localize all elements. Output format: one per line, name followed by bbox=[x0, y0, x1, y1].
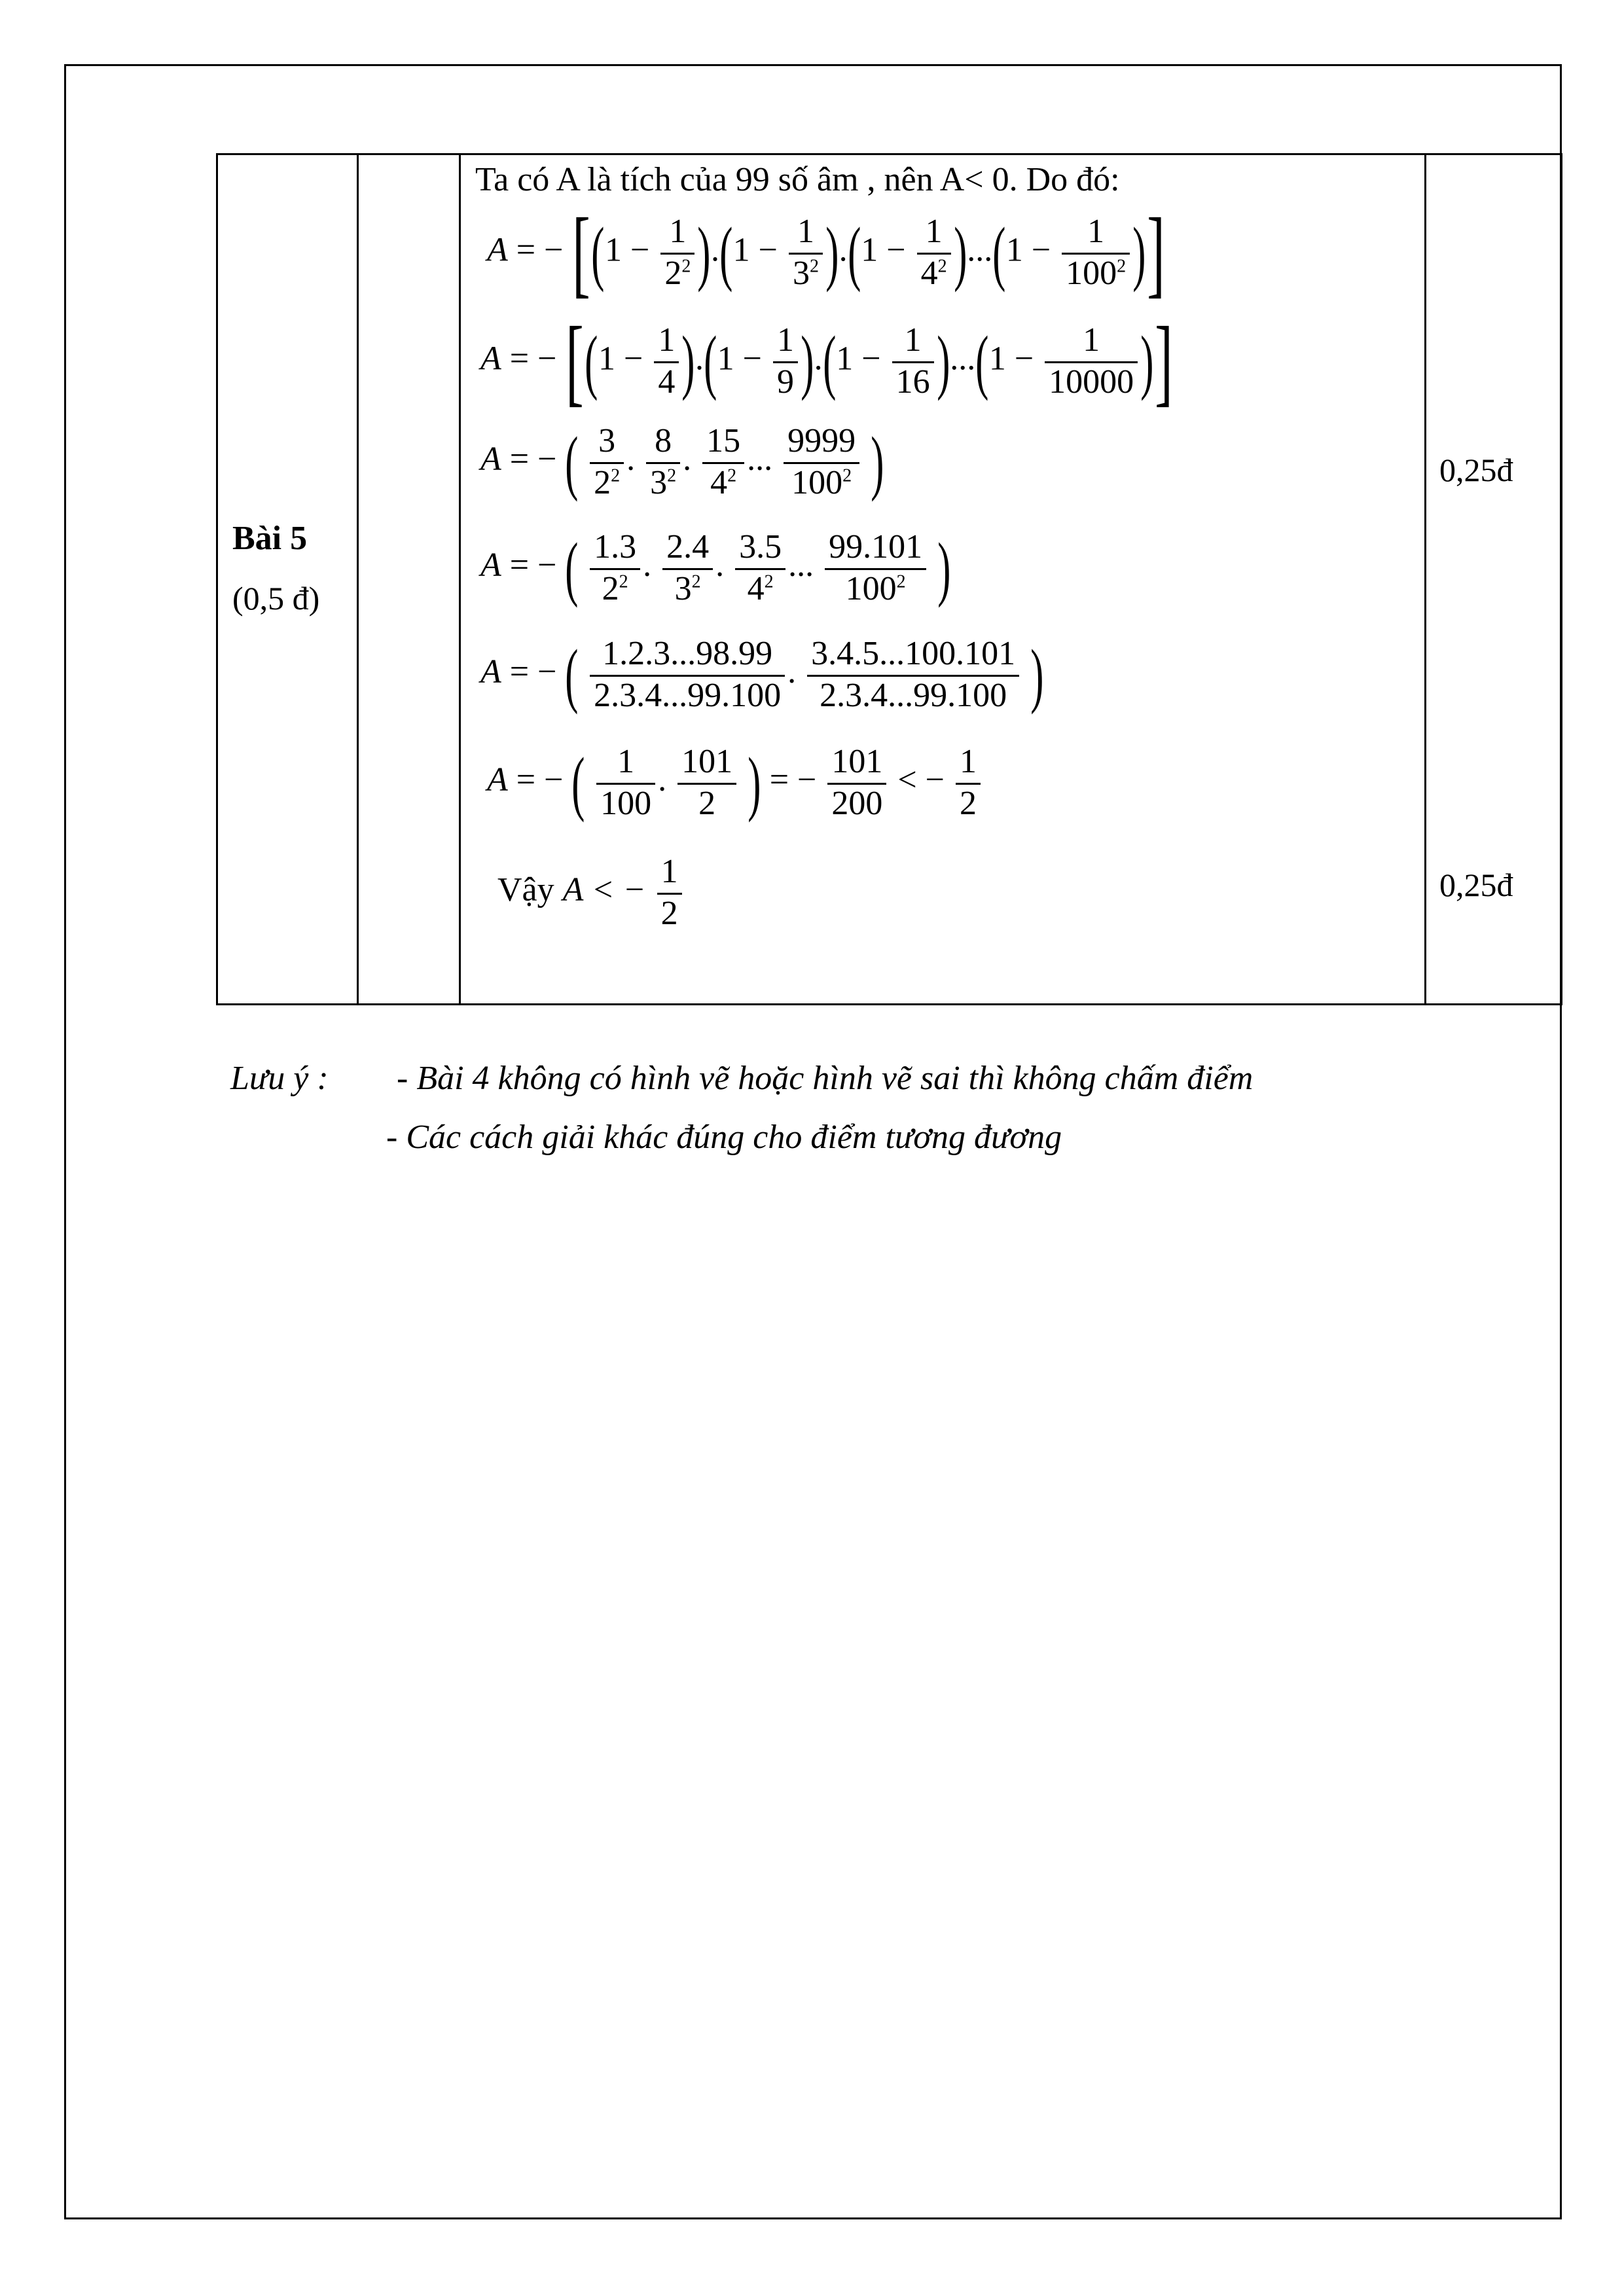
equation-line-5: A = − ( $\frac{1.2.3...98.99}{2.3.4...99.100}$ . $\frac{3.4.5...100.101}{2.3.4...99.100}$ ) bbox=[480, 634, 1044, 715]
conclusion-line: Vậy A < − $\frac{1}{2}$ bbox=[497, 854, 685, 931]
solution-cell bbox=[460, 154, 1426, 1005]
solution-intro: Ta có A là tích của 99 số âm , nên A< 0. Do đó: bbox=[475, 161, 1120, 198]
note-1: - Bài 4 không có hình vẽ hoặc hình vẽ sai thì không chấm điểm bbox=[397, 1060, 1254, 1097]
equation-line-1: A = − [(1 − $\frac{1}{2^2}$ ).(1 − $\frac{1}{3^2}$ ).(1 − $\frac{1}{4^2}$ )...(1 − $\frac{1}{100^2}$ )] bbox=[487, 198, 1165, 307]
problem-points: (0,5 đ) bbox=[232, 580, 320, 617]
equation-line-3: A = − ( $\frac{3}{2^2}$ . $\frac{8}{3^2}$ . $\frac{15}{4^2}$ ... $\frac{9999}{100^2}$ ) bbox=[480, 422, 884, 502]
note-label: Lưu ý : bbox=[230, 1060, 329, 1097]
part-cell bbox=[358, 154, 460, 1005]
answer-table bbox=[216, 153, 1562, 1005]
problem-label: Bài 5 bbox=[232, 520, 308, 557]
equation-line-6: A = − ( $\frac{1}{100}$ . $\frac{101}{2}$ ) = − $\frac{101}{200}$ < − $\frac{1}{2}$ bbox=[487, 744, 983, 821]
equation-line-2: A = − [(1 − $\frac{1}{4}$ ).(1 − $\frac{1}{9}$ ).(1 − $\frac{1}{16}$ )...(1 − $\frac{1}{10000}$ )] bbox=[480, 307, 1173, 416]
note-2: - Các cách giải khác đúng cho điểm tương đương bbox=[386, 1119, 1062, 1156]
problem-cell bbox=[217, 154, 358, 1005]
score-cell bbox=[1426, 154, 1562, 1005]
score-2: 0,25đ bbox=[1439, 867, 1513, 903]
score-1: 0,25đ bbox=[1439, 452, 1513, 488]
equation-line-4: A = − ( $\frac{1.3}{2^2}$ . $\frac{2.4}{3^2}$ . $\frac{3.5}{4^2}$ ... $\frac{99.101}{100^2}$ ) bbox=[480, 528, 951, 608]
